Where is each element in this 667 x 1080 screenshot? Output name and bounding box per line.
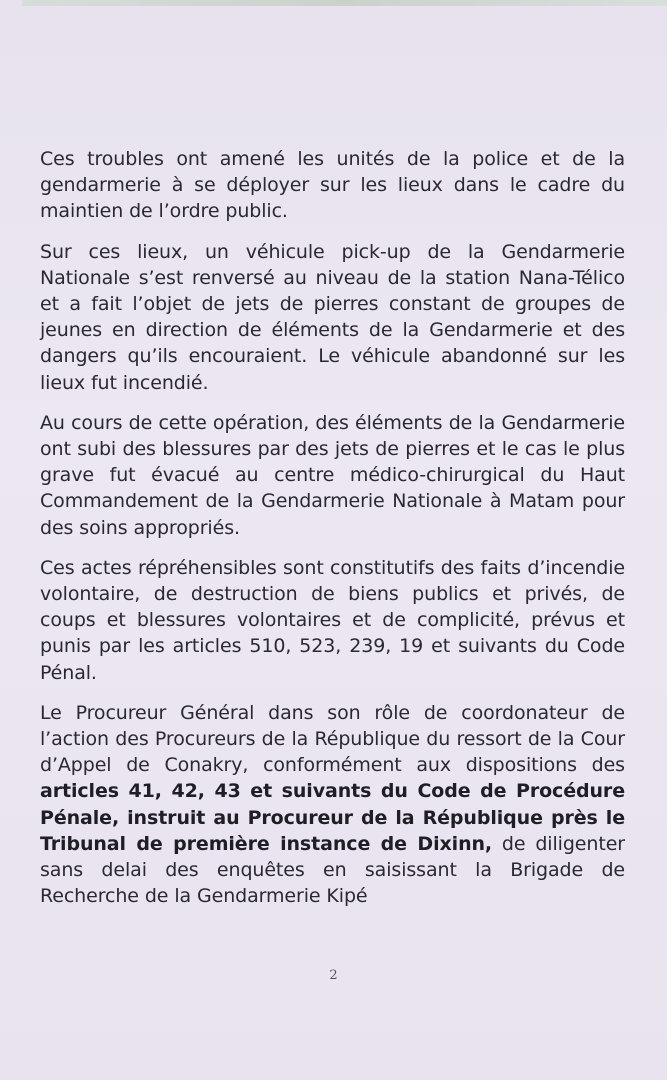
paragraph-5-end: de diligenter sans delai des enquêtes en saisissant la Brigade de Recherche de la Gendarmerie Kipé bbox=[40, 832, 625, 908]
paragraph-4: Ces actes répréhensibles sont constitutifs des faits d’incendie volontaire, de destruction de biens publics et privés, de coups et blessures volontaires et de complicité, prévus et punis par les articles 510, 523, 239, 19 et suivants du Code Pénal. bbox=[40, 556, 625, 684]
paragraph-5-intro: Le Procureur Général dans son rôle de coordonateur de l’action des Procureurs de la République du ressort de la Cour d’Appel de Conakry, conformément aux dispositions des bbox=[40, 701, 625, 777]
paragraph-2: Sur ces lieux, un véhicule pick-up de la Gendarmerie Nationale s’est renversé au niveau de la station Nana-Télico et a fait l’objet de jets de pierres constant de groupes de jeunes en direction de éléments de la Gendarmerie et des dangers qu’ils encouraient. Le véhicule abandonné sur les lieux fut incendié. bbox=[40, 240, 625, 394]
paragraph-3: Au cours de cette opération, des éléments de la Gendarmerie ont subi des blessures par des jets de pierres et le cas le plus grave fut évacué au centre médico-chirurgical du Haut Commandement de la Gendarmerie Nationale à Matam pour des soins appropriés. bbox=[40, 411, 625, 539]
paragraph-5 bbox=[40, 700, 625, 910]
body-text bbox=[40, 146, 625, 923]
paragraph-1: Ces troubles ont amené les unités de la police et de la gendarmerie à se déployer sur les lieux dans le cadre du maintien de l’ordre public. bbox=[40, 148, 625, 223]
paragraph-5-bold: articles 41, 42, 43 et suivants du Code de Procédure Pénale, instruit au Procureur de la République près le Tribunal de première instance de Dixinn, bbox=[40, 780, 625, 855]
page-number: 2 bbox=[329, 968, 338, 983]
